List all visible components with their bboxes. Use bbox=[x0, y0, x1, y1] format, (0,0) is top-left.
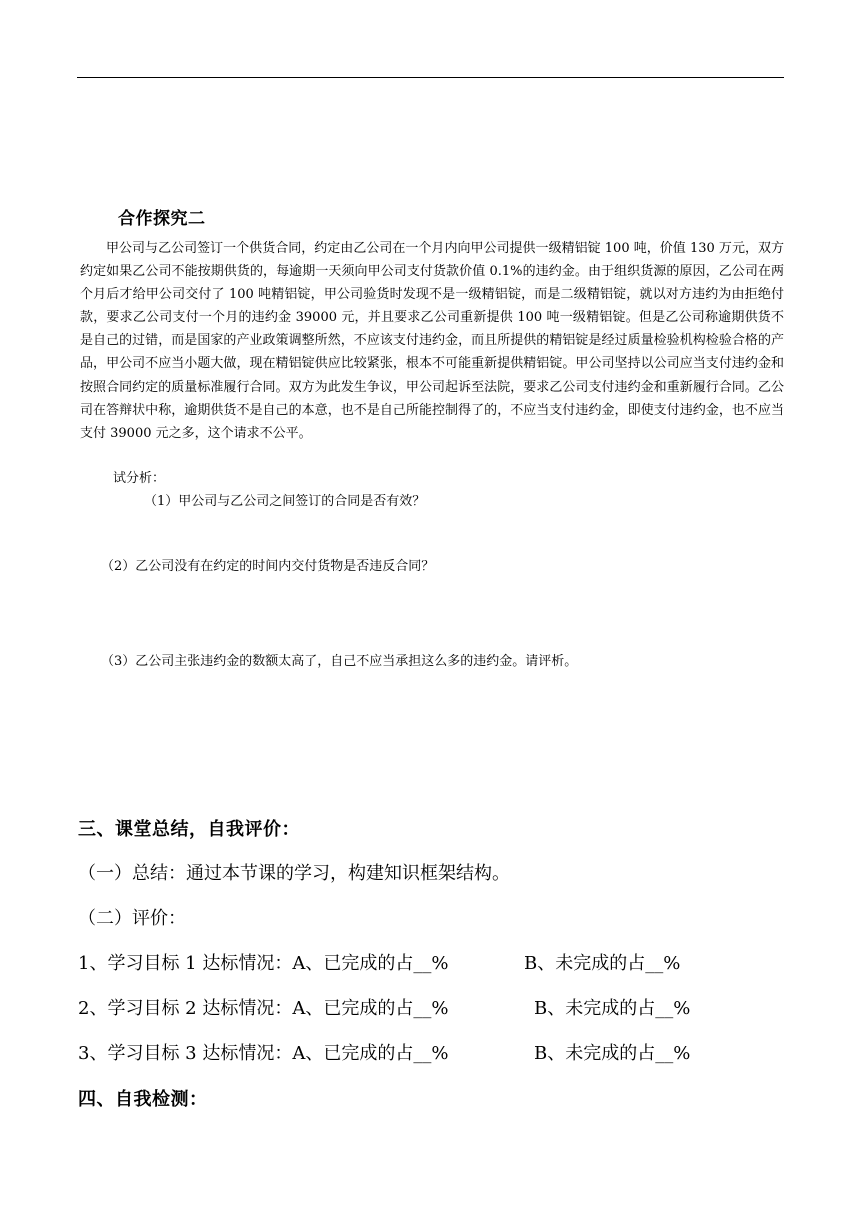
analysis-label: 试分析： bbox=[113, 471, 166, 486]
self-test-heading: 四、自我检测： bbox=[78, 1089, 208, 1110]
goal-completed-text: 2、学习目标 2 达标情况：A、已完成的占__% bbox=[78, 998, 449, 1019]
goal-row bbox=[78, 949, 681, 975]
evaluation-line: （二）评价： bbox=[78, 908, 186, 929]
goal-completed-text: 1、学习目标 1 达标情况：A、已完成的占__% bbox=[78, 953, 449, 974]
goal-incomplete-text: B、未完成的占__% bbox=[524, 953, 681, 974]
goal-incomplete-text: B、未完成的占__% bbox=[534, 998, 691, 1019]
summary-line: （一）总结：通过本节课的学习，构建知识框架结构。 bbox=[78, 863, 510, 884]
question-3: （3）乙公司主张违约金的数额太高了，自己不应当承担这么多的违约金。请评析。 bbox=[101, 654, 578, 669]
summary-heading: 三、课堂总结，自我评价： bbox=[78, 819, 300, 840]
case-paragraph: 甲公司与乙公司签订一个供货合同，约定由乙公司在一个月内向甲公司提供一级精铝锭 100 吨，价值 130 万元，双方约定如果乙公司不能按期供货的，每逾期一天须向甲公司支付货款价值 0.1%的违约金。由于组织货源的原因，乙公司在两个月后才给甲公司交付了 100 吨精铝锭，甲公司验货时发现不是一级精铝锭，而是二级精铝锭，就以对方违约为由拒绝付款，要求乙公司支付一个月的违约金 39000 元，并且要求乙公司重新提供 100 吨一级精铝锭。但是乙公司称逾期供货不是自己的过错，而是国家的产业政策调整所然，不应该支付违约金，而且所提供的精铝锭是经过质量检验机构检验合格的产品，甲公司不应当小题大做，现在精铝锭供应比较紧张，根本不可能重新提供精铝锭。甲公司坚持以公司应当支付违约金和按照合同约定的质量标准履行合同。双方为此发生争议，甲公司起诉至法院，要求乙公司支付违约金和重新履行合同。乙公司在答辩状中称，逾期供货不是自己的本意，也不是自己所能控制得了的，不应当支付违约金，即使支付违约金，也不应当支付 39000 元之多，这个请求不公平。 bbox=[80, 241, 784, 441]
question-2: （2）乙公司没有在约定的时间内交付货物是否违反合同？ bbox=[101, 559, 435, 574]
goal-row bbox=[78, 994, 691, 1020]
section-heading: 合作探究二 bbox=[118, 209, 206, 229]
header-rule bbox=[77, 77, 784, 78]
question-1: （1）甲公司与乙公司之间签订的合同是否有效？ bbox=[144, 494, 426, 509]
goal-row bbox=[78, 1039, 691, 1065]
goal-incomplete-text: B、未完成的占__% bbox=[534, 1043, 691, 1064]
goal-completed-text: 3、学习目标 3 达标情况：A、已完成的占__% bbox=[78, 1043, 449, 1064]
